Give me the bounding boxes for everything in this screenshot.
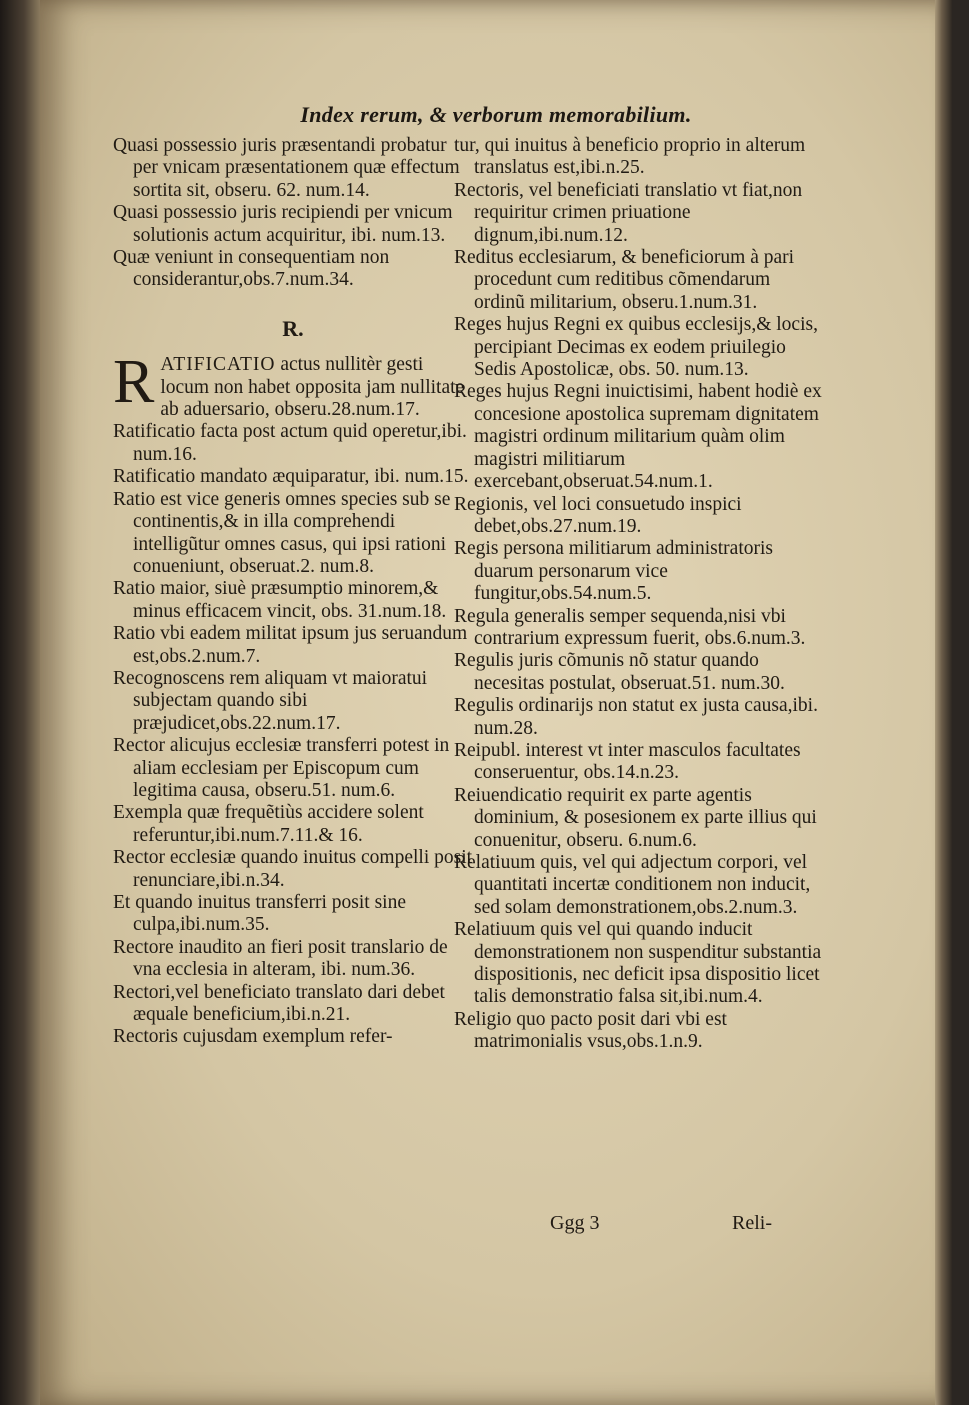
book-page — [40, 0, 952, 1405]
index-entry: Relatiuum quis vel qui quando inducit demonstrationem non suspenditur substantia dispositionis, nec deficit ipsa dispositio licet talis demonstratio falsa sit,ibi.num.4. — [454, 919, 822, 1008]
index-entry: Rectore inaudito an fieri posit translario de vna ecclesia in alteram, ibi. num.36. — [113, 936, 448, 981]
left-column — [113, 135, 473, 1049]
running-header: Index rerum, & verborum memorabilium. — [300, 102, 692, 127]
index-entry: Rector alicujus ecclesiæ transferri potest in aliam ecclesiam per Episcopum cum legitima causa, obseru.51. num.6. — [113, 735, 450, 801]
index-entry: Reipubl. interest vt inter masculos facultates conseruentur, obs.14.n.23. — [454, 739, 801, 784]
index-entry: Ratificatio facta post actum quid operetur,ibi. num.16. — [113, 421, 467, 465]
page-edge — [935, 0, 952, 1405]
index-entry: Recognoscens rem aliquam vt maioratui subjectam quando sibi præjudicet,obs.22.num.17. — [113, 667, 428, 734]
index-entry: Rector ecclesiæ quando inuitus compelli posit renunciare,ibi.n.34. — [113, 847, 473, 891]
index-entry: Reges hujus Regni ex quibus ecclesijs,& locis, percipiant Decimas ex eodem priuilegio Sedis Apostolicæ, obs. 50. num.13. — [454, 314, 818, 381]
first-entry-rest: actus nullitèr gesti locum non habet opposita jam nullitate ab aduersario, obseru.28.num.17. — [160, 354, 465, 421]
first-entry — [113, 348, 473, 421]
signature-mark: Ggg 3 — [550, 1212, 600, 1234]
index-entry: Rectori,vel beneficiato translato dari debet æquale beneficium,ibi.n.21. — [113, 981, 445, 1026]
index-entry: tur, qui inuitus à beneficio proprio in alterum translatus est,ibi.n.25. — [454, 135, 806, 179]
left-entries-after — [113, 421, 473, 1048]
index-entry: Ratio vbi eadem militat ipsum jus seruandum est,obs.2.num.7. — [113, 623, 468, 667]
index-entry: Regulis juris cõmunis nõ statur quando necesitas postulat, obseruat.51. num.30. — [454, 650, 785, 694]
index-entry: Reditus ecclesiarum, & beneficiorum à pari procedunt cum reditibus cõmendarum ordinũ militarium, obseru.1.num.31. — [454, 247, 795, 313]
first-entry-lead: ATIFICATIO — [160, 354, 276, 376]
catchword: Reli- — [732, 1212, 772, 1234]
section-letter: R. — [282, 315, 304, 341]
index-entry: Regula generalis semper sequenda,nisi vbi contrarium expressum fuerit, obs.6.num.3. — [454, 605, 806, 649]
book-gutter — [0, 0, 40, 1405]
index-entry: Quæ veniunt in consequentiam non considerantur,obs.7.num.34. — [113, 247, 390, 291]
index-entry: Relatiuum quis, vel qui adjectum corpori, vel quantitati incertæ conditionem non inducit, sed solam demonstrationem,obs.2.num.3. — [454, 852, 811, 918]
index-entry: Rectoris cujusdam exemplum refer- — [113, 1026, 393, 1048]
index-entry: Rectoris, vel beneficiati translatio vt fiat,non requiritur crimen priuatione dignum,ibi.num.12. — [454, 179, 803, 246]
index-entry: Reges hujus Regni inuictisimi, habent hodiè ex concesione apostolica supremam dignitatem magistri ordinum militarium quàm olim magistri militiarum exercebant,obseruat.54.num.1. — [454, 381, 822, 493]
index-entry: Regis persona militiarum administratoris duarum personarum vice fungitur,obs.54.num.5. — [454, 538, 773, 605]
index-entry: Exempla quæ frequẽtiùs accidere solent referuntur,ibi.num.7.11.& 16. — [113, 802, 424, 846]
index-entry: Religio quo pacto posit dari vbi est matrimonialis vsus,obs.1.n.9. — [454, 1008, 727, 1053]
index-entry: Ratificatio mandato æquiparatur, ibi. num.15. — [113, 466, 469, 488]
index-entry: Ratio est vice generis omnes species sub se continentis,& in illa comprehendi intelligũtur omnes casus, qui ipsi rationi conueniunt, obseruat.2. num.8. — [113, 488, 451, 577]
drop-cap: R — [113, 348, 155, 417]
left-entries-before — [113, 135, 473, 292]
index-entry: Ratio maior, siuè præsumptio minorem,& minus efficacem vincit, obs. 31.num.18. — [113, 578, 447, 622]
index-entry: Reiuendicatio requirit ex parte agentis dominium, & posesionem ex parte illius qui conuenitur, obseru. 6.num.6. — [454, 784, 817, 851]
index-entry: Quasi possessio juris recipiendi per vnicum solutionis actum acquiritur, ibi. num.13. — [113, 202, 453, 246]
index-entry: Quasi possessio juris præsentandi probatur per vnicam præsentationem quæ effectum sortita sit, obseru. 62. num.14. — [113, 135, 460, 201]
right-column — [454, 135, 824, 1054]
index-entry: Et quando inuitus transferri posit sine culpa,ibi.num.35. — [113, 892, 406, 936]
index-entry: Regulis ordinarijs non statut ex justa causa,ibi. num.28. — [454, 695, 818, 739]
index-entry: Regionis, vel loci consuetudo inspici debet,obs.27.num.19. — [454, 493, 742, 537]
